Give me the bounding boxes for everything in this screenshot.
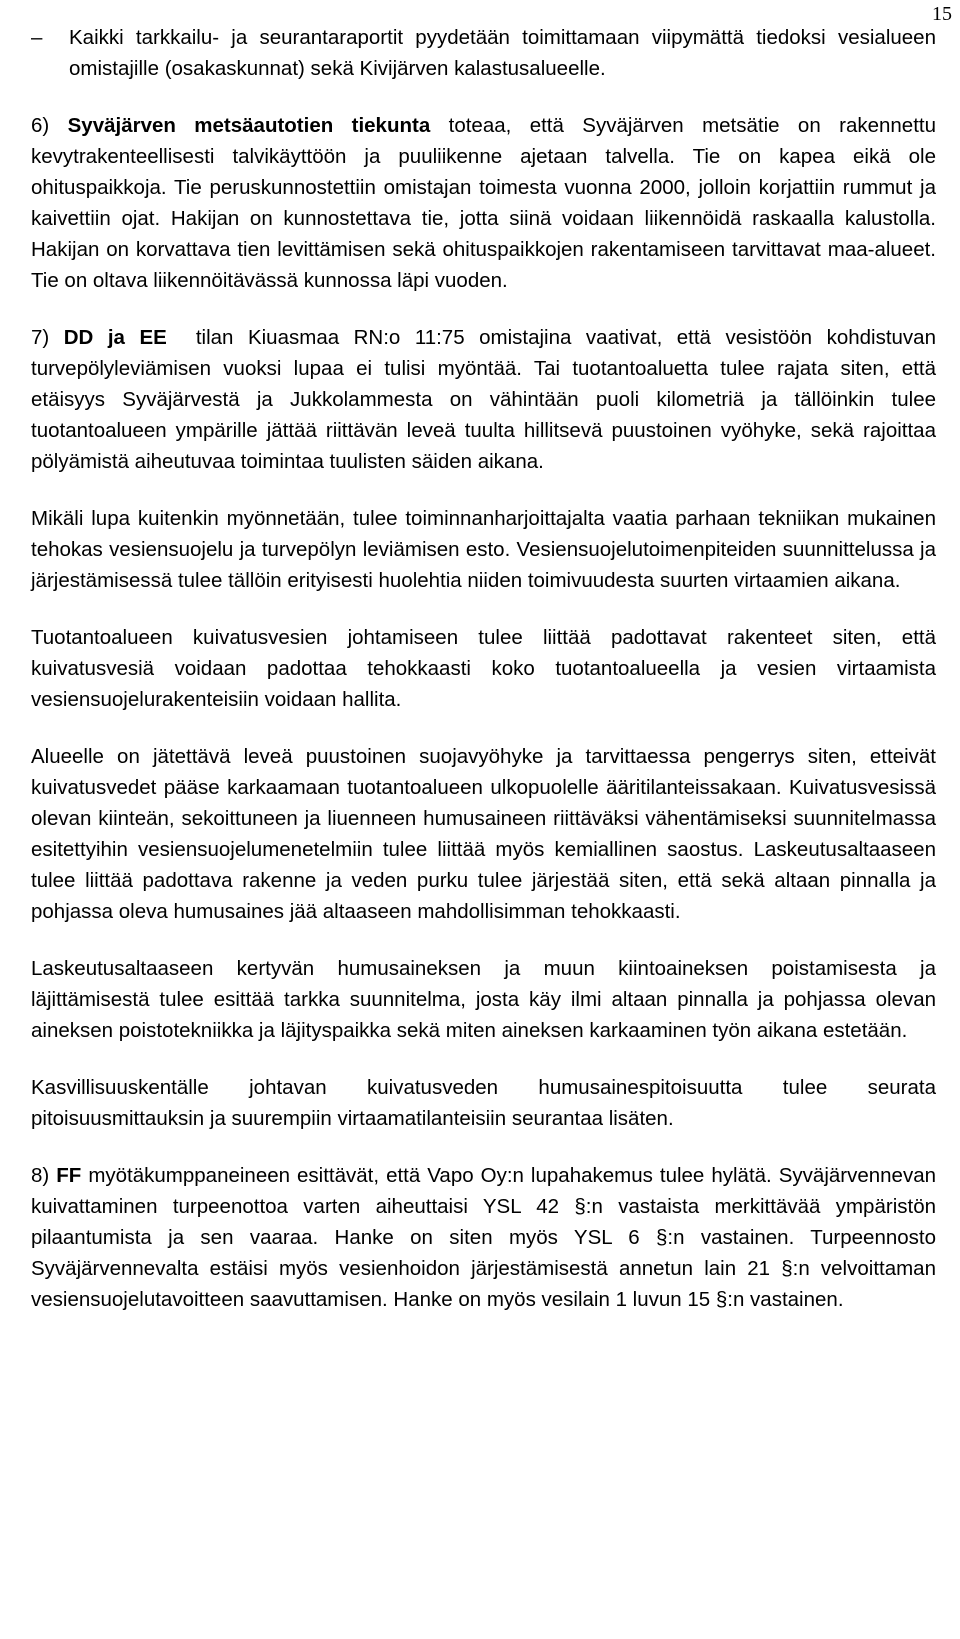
paragraph-7-party: DD ja EE	[63, 326, 167, 349]
page-number: 15	[932, 3, 952, 25]
paragraph-6-number: 6)	[31, 114, 50, 137]
paragraph-8-party: FF	[56, 1164, 82, 1187]
bullet-dash: –	[31, 26, 43, 49]
paragraph-7-text: tilan Kiuasmaa RN:o 11:75 omistajina vaativat, että vesistöön kohdistuvan turvepölyleviämisen vuoksi lupaa ei tulisi myöntää. Tai tuotantoaluetta tulee rajata siten, että etäisyys Syväjärvestä ja Jukkolammesta on vähintään puoli kilometriä ja tällöinkin tulee tuotantoalueen ympärille jättää riittävän leveä tuulta hillitsevä puustoinen vyöhyke, sekä rajoittaa pölyämistä aiheutuvaa toimintaa tuulisten säiden aikana.	[31, 326, 936, 473]
paragraph-8	[31, 1160, 936, 1315]
paragraph-8-text: myötäkumppaneineen esittävät, että Vapo Oy:n lupahakemus tulee hylätä. Syväjärvennevan kuivattaminen turpeenottoa varten aiheuttaisi YSL 42 §:n vastaista merkittävää ympäristön pilaantumista ja sen vaaraa. Hanke on siten myös YSL 6 §:n vastainen. Turpeennosto Syväjärvennevalta estäisi myös vesienhoidon järjestämisestä annetun lain 21 §:n velvoittaman vesiensuojelutavoitteen saavuttamisen. Hanke on myös vesilain 1 luvun 15 §:n vastainen.	[31, 1164, 937, 1311]
paragraph-8-number: 8)	[31, 1164, 50, 1187]
paragraph: Tuotantoalueen kuivatusvesien johtamiseen tulee liittää padottavat rakenteet siten, että kuivatusvesiä voidaan padottaa tehokkaasti koko tuotantoalueella ja vesien virtaamista vesiensuojelurakenteisiin voidaan hallita.	[31, 626, 936, 711]
paragraph-6-text: toteaa, että Syväjärven metsätie on rakennettu kevytrakenteellisesti talvikäyttöön ja puuliikenne ajetaan talvella. Tie on kapea eikä ole ohituspaikkoja. Tie peruskunnostettiin omistajan toimesta vuonna 2000, jolloin korjattiin rummut ja kaivettiin ojat. Hakijan on kunnostettava tie, jotta siinä voidaan liikennöidä raskaalla kalustolla. Hakijan on korvattava tien levittämisen sekä ohituspaikkojen rakentamiseen tarvittavat maa-alueet. Tie on oltava liikennöitävässä kunnossa läpi vuoden.	[31, 114, 936, 292]
bullet-text: Kaikki tarkkailu- ja seurantaraportit pyydetään toimittamaan viipymättä tiedoksi vesialueen omistajille (osakaskunnat) sekä Kivijärven kalastusalueelle.	[69, 26, 936, 80]
paragraph: Kasvillisuuskentälle johtavan kuivatusveden humusainespitoisuutta tulee seurata pitoisuusmittauksin ja suurempiin virtaamatilanteisiin seurantaa lisäten.	[31, 1076, 936, 1130]
paragraph-6-party: Syväjärven metsäautotien tiekunta	[67, 114, 431, 137]
paragraph: Mikäli lupa kuitenkin myönnetään, tulee toiminnanharjoittajalta vaatia parhaan tekniikan mukainen tehokas vesiensuojelu ja turvepölyn leviämisen esto. Vesiensuojelutoimenpiteiden suunnittelussa ja järjestämisessä tulee tällöin erityisesti huolehtia niiden toimivuudesta suurten virtaamien aikana.	[31, 507, 936, 592]
paragraph-6	[31, 110, 936, 296]
document-body	[31, 22, 936, 1341]
paragraph-7	[31, 322, 936, 477]
bullet-item	[31, 22, 936, 84]
paragraph: Laskeutusaltaaseen kertyvän humusaineksen ja muun kiintoaineksen poistamisesta ja läjittämisestä tulee esittää tarkka suunnitelma, josta käy ilmi altaan pinnalla ja pohjassa olevan aineksen poistotekniikka ja läjityspaikka sekä miten aineksen karkaaminen työn aikana estetään.	[31, 957, 936, 1042]
paragraph: Alueelle on jätettävä leveä puustoinen suojavyöhyke ja tarvittaessa pengerrys siten, etteivät kuivatusvedet pääse karkaamaan tuotantoalueen ulkopuolelle ääritilanteissakaan. Kuivatusvesissä olevan kiinteän, sekoittuneen ja liuenneen humusaineen riittäväksi vähentämiseksi suunnitelmassa esitettyihin vesiensuojelumenetelmiin tulee liittää myös kemiallinen saostus. Laskeutusaltaaseen tulee liittää padottava rakenne ja veden purku tulee järjestää siten, että sekä altaan pinnalla ja pohjassa oleva humusaines jää altaaseen mahdollisimman tehokkaasti.	[31, 745, 936, 923]
paragraph-7-number: 7)	[31, 326, 50, 349]
